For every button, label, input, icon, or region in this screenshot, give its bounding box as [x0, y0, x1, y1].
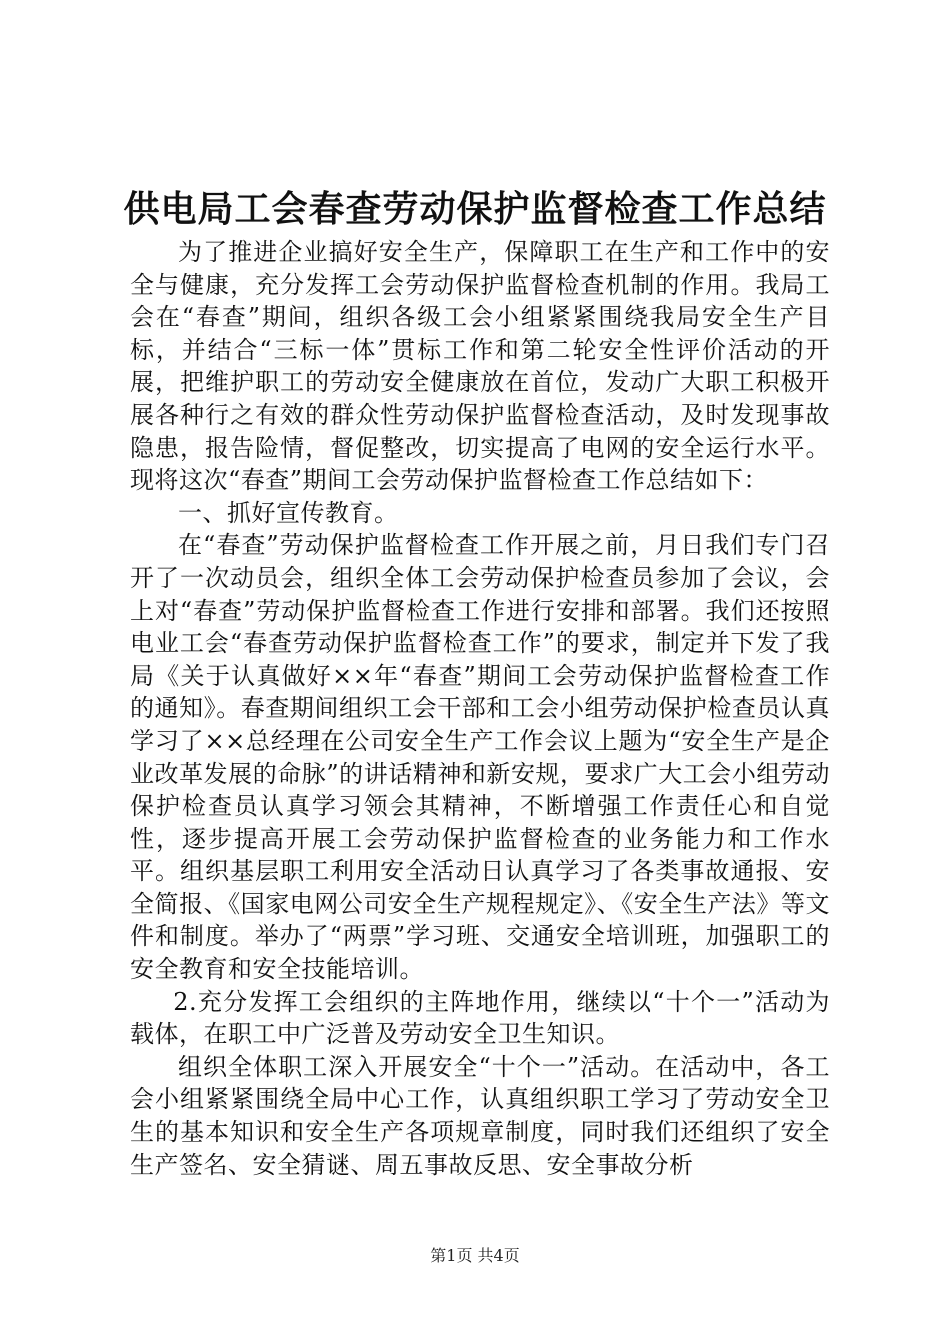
- page-number-footer: 第1页 共4页: [430, 1246, 520, 1265]
- document-title: 供电局工会春查劳动保护监督检查工作总结: [123, 188, 827, 230]
- document-body: [130, 236, 830, 1181]
- section-heading-union-role: 2.充分发挥工会组织的主阵地作用，继续以“十个一”活动为载体，在职工中广泛普及劳动安全卫生知识。: [130, 987, 830, 1049]
- paragraph-intro: 为了推进企业搞好安全生产，保障职工在生产和工作中的安全与健康，充分发挥工会劳动保护监督检查机制的作用。我局工会在“春查”期间，组织各级工会小组紧紧围绕我局安全生产目标，并结合“三标一体”贯标工作和第二轮安全性评价活动的开展，把维护职工的劳动安全健康放在首位，发动广大职工积极开展各种行之有效的群众性劳动保护监督检查活动，及时发现事故隐患，报告险情，督促整改，切实提高了电网的安全运行水平。现将这次“春查”期间工会劳动保护监督检查工作总结如下：: [130, 238, 830, 495]
- paragraph-publicity: 在“春查”劳动保护监督检查工作开展之前，月日我们专门召开了一次动员会，组织全体工会劳动保护检查员参加了会议，会上对“春查”劳动保护监督检查工作进行安排和部署。我们还按照电业工会“春查劳动保护监督检查工作”的要求，制定并下发了我局《关于认真做好××年“春查”期间工会劳动保护监督检查工作的通知》。春查期间组织工会干部和工会小组劳动保护检查员认真学习了××总经理在公司安全生产工作会议上题为“安全生产是企业改革发展的命脉”的讲话精神和新安规，要求广大工会小组劳动保护检查员认真学习领会其精神，不断增强工作责任心和自觉性，逐步提高开展工会劳动保护监督检查的业务能力和工作水平。组织基层职工利用安全活动日认真学习了各类事故通报、安全简报、《国家电网公司安全生产规程规定》、《安全生产法》等文件和制度。举办了“两票”学习班、交通安全培训班，加强职工的安全教育和安全技能培训。: [130, 531, 830, 984]
- section-heading-publicity: 一、抓好宣传教育。: [178, 498, 399, 527]
- paragraph-ten-ones-activity: 组织全体职工深入开展安全“十个一”活动。在活动中，各工会小组紧紧围绕全局中心工作，认真组织职工学习了劳动安全卫生的基本知识和安全生产各项规章制度，同时我们还组织了安全生产签名、安全猜谜、周五事故反思、安全事故分析: [130, 1052, 830, 1179]
